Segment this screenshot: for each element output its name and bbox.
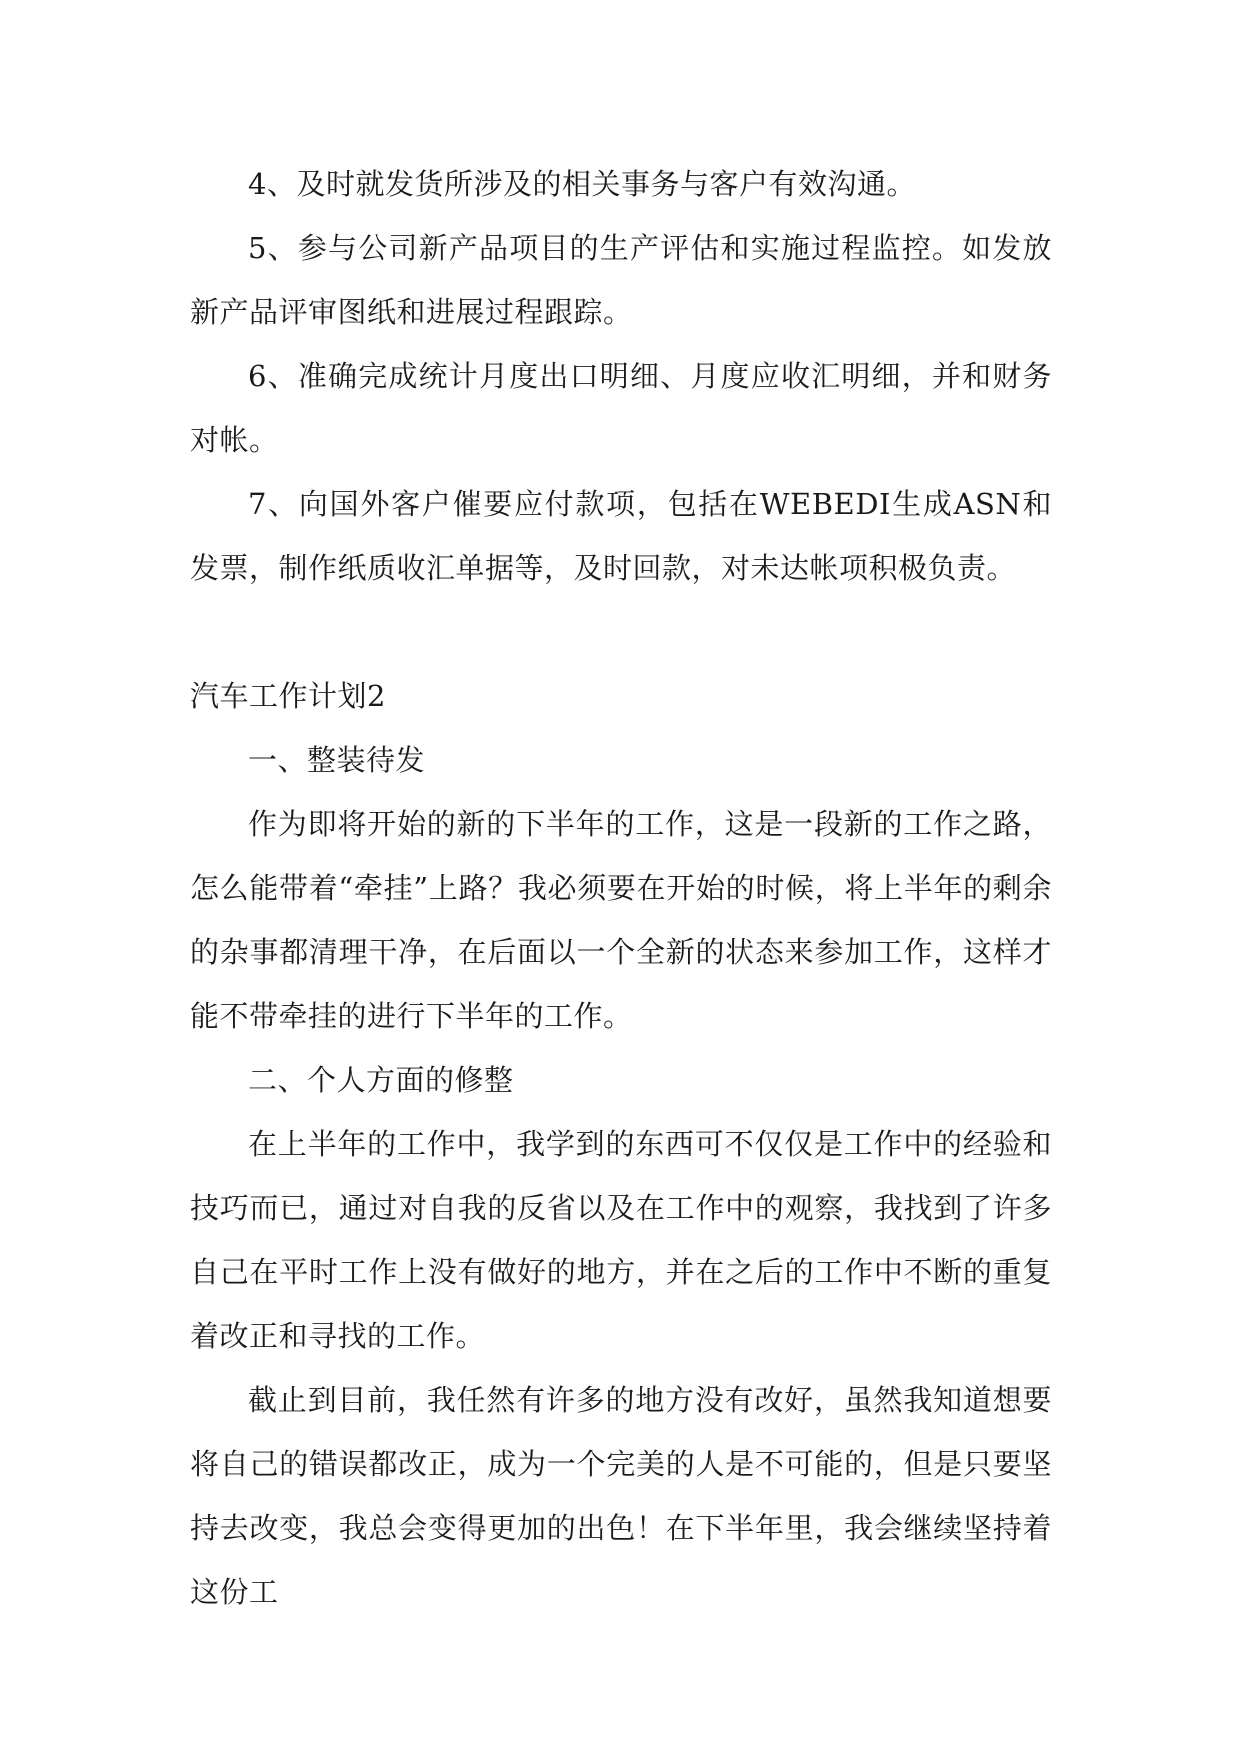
paragraph-1: 作为即将开始的新的下半年的工作，这是一段新的工作之路，怎么能带着“牵挂”上路？我必须要在开始的时候，将上半年的剩余的杂事都清理干净，在后面以一个全新的状态来参加工作，这样才能不带牵挂的进行下半年的工作。 (190, 807, 1052, 1033)
list-item: 4、及时就发货所涉及的相关事务与客户有效沟通。 (248, 167, 916, 201)
section-title: 汽车工作计划2 (190, 679, 386, 713)
list-item: 7、向国外客户催要应付款项，包括在WEBEDI生成ASN和发票，制作纸质收汇单据等，及时回款，对未达帐项积极负责。 (190, 487, 1052, 585)
document-body (190, 152, 1052, 1624)
paragraph-3: 截止到目前，我任然有许多的地方没有改好，虽然我知道想要将自己的错误都改正，成为一个完美的人是不可能的，但是只要坚持去改变，我总会变得更加的出色！在下半年里，我会继续坚持着这份工 (190, 1383, 1052, 1609)
paragraph-2: 在上半年的工作中，我学到的东西可不仅仅是工作中的经验和技巧而已，通过对自我的反省以及在工作中的观察，我找到了许多自己在平时工作上没有做好的地方，并在之后的工作中不断的重复着改正和寻找的工作。 (190, 1127, 1052, 1353)
list-item: 5、参与公司新产品项目的生产评估和实施过程监控。如发放新产品评审图纸和进展过程跟踪。 (190, 231, 1052, 329)
heading-2: 二、个人方面的修整 (248, 1063, 514, 1097)
heading-1: 一、整装待发 (248, 743, 426, 777)
list-item: 6、准确完成统计月度出口明细、月度应收汇明细，并和财务对帐。 (190, 359, 1052, 457)
section-spacer (190, 600, 1052, 664)
